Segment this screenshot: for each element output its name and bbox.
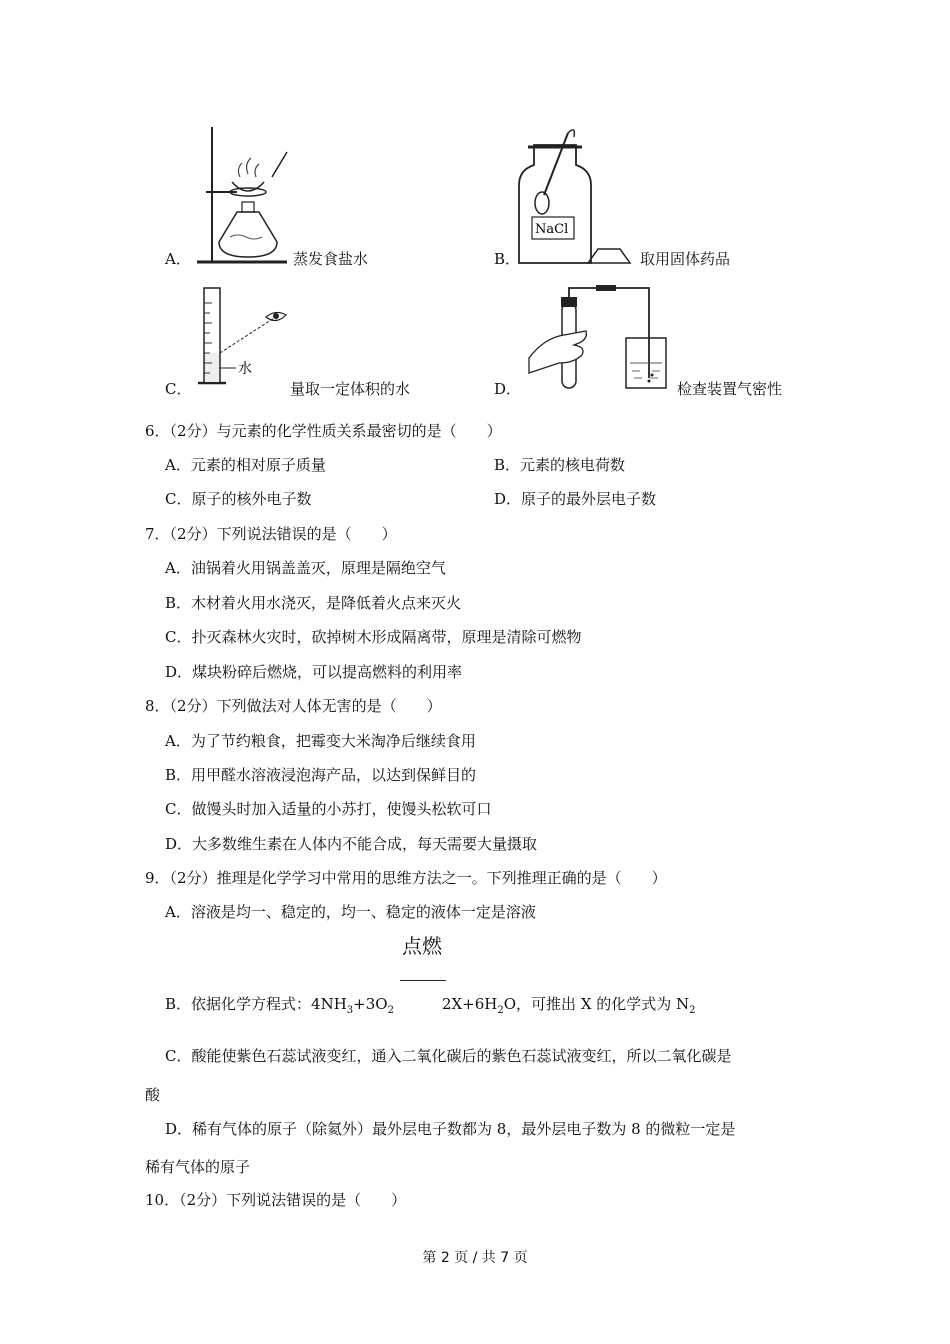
q5-option-d-caption: 检查装置气密性 xyxy=(677,380,783,398)
q7-option-d: D．煤块粉碎后燃烧，可以提高燃料的利用率 xyxy=(165,663,463,681)
q6-option-a: A．元素的相对原子质量 xyxy=(165,456,326,474)
water-label: 水 xyxy=(238,361,252,377)
q6-option-d: D．原子的最外层电子数 xyxy=(494,490,657,508)
q8-stem: 8．（2分）下列做法对人体无害的是（ ） xyxy=(145,697,442,715)
reaction-arrow-line xyxy=(400,980,446,981)
q5-option-a-caption: 蒸发食盐水 xyxy=(293,250,369,268)
q9-option-c-line2: 酸 xyxy=(145,1086,161,1104)
q9-option-b: B．依据化学方程式：$4NH_3+3O_2$ $2X+6H_2O$，可推出 X 的化学式为 $N_2$ xyxy=(165,995,696,1016)
q7-option-a: A．油锅着火用锅盖盖灭，原理是隔绝空气 xyxy=(165,559,446,577)
graduated-cylinder-figure xyxy=(194,283,289,393)
q6-option-c: C．原子的核外电子数 xyxy=(165,490,312,508)
q8-option-b: B．用甲醛水溶液浸泡海产品，以达到保鲜目的 xyxy=(165,766,477,784)
q9-stem: 9．（2分）推理是化学学习中常用的思维方法之一。下列推理正确的是（ ） xyxy=(145,869,667,887)
nacl-label: NaCl xyxy=(535,222,569,237)
q8-option-c: C．做馒头时加入适量的小苏打，使馒头松软可口 xyxy=(165,800,492,818)
evaporation-apparatus-figure xyxy=(192,122,292,267)
q5-option-b-caption: 取用固体药品 xyxy=(640,250,731,268)
q5-option-b-letter: B． xyxy=(494,250,521,268)
airtightness-check-figure xyxy=(524,283,674,393)
q9-option-c-line1: C．酸能使紫色石蕊试液变红，通入二氧化碳后的紫色石蕊试液变红，所以二氧化碳是 xyxy=(165,1047,732,1065)
q8-option-d: D．大多数维生素在人体内不能合成，每天需要大量摄取 xyxy=(165,835,538,853)
q7-option-c: C．扑灭森林火灾时，砍掉树木形成隔离带，原理是清除可燃物 xyxy=(165,628,582,646)
q6-option-b: B．元素的核电荷数 xyxy=(494,456,626,474)
q7-option-b: B．木材着火用水浇灭，是降低着火点来灭火 xyxy=(165,594,462,612)
q7-stem: 7．（2分）下列说法错误的是（ ） xyxy=(145,525,397,543)
q9-option-d-line1: D．稀有气体的原子（除氦外）最外层电子数都为 8，最外层电子数为 8 的微粒一定是 xyxy=(165,1120,736,1138)
q8-option-a: A．为了节约粮食，把霉变大米淘净后继续食用 xyxy=(165,732,476,750)
q10-stem: 10．（2分）下列说法错误的是（ ） xyxy=(145,1191,407,1209)
q9-option-a: A．溶液是均一、稳定的，均一、稳定的液体一定是溶液 xyxy=(165,903,536,921)
q5-option-c-caption: 量取一定体积的水 xyxy=(290,380,411,398)
q5-option-c-letter: C． xyxy=(165,380,192,398)
reagent-bottle-figure xyxy=(516,125,641,265)
q9-option-d-line2: 稀有气体的原子 xyxy=(145,1158,251,1176)
page-footer: 第 2 页 / 共 7 页 xyxy=(422,1250,528,1266)
reaction-condition: 点燃 xyxy=(402,934,442,958)
q6-stem: 6．（2分）与元素的化学性质关系最密切的是（ ） xyxy=(145,422,502,440)
q5-option-d-letter: D． xyxy=(494,380,522,398)
q5-option-a-letter: A． xyxy=(165,250,191,268)
